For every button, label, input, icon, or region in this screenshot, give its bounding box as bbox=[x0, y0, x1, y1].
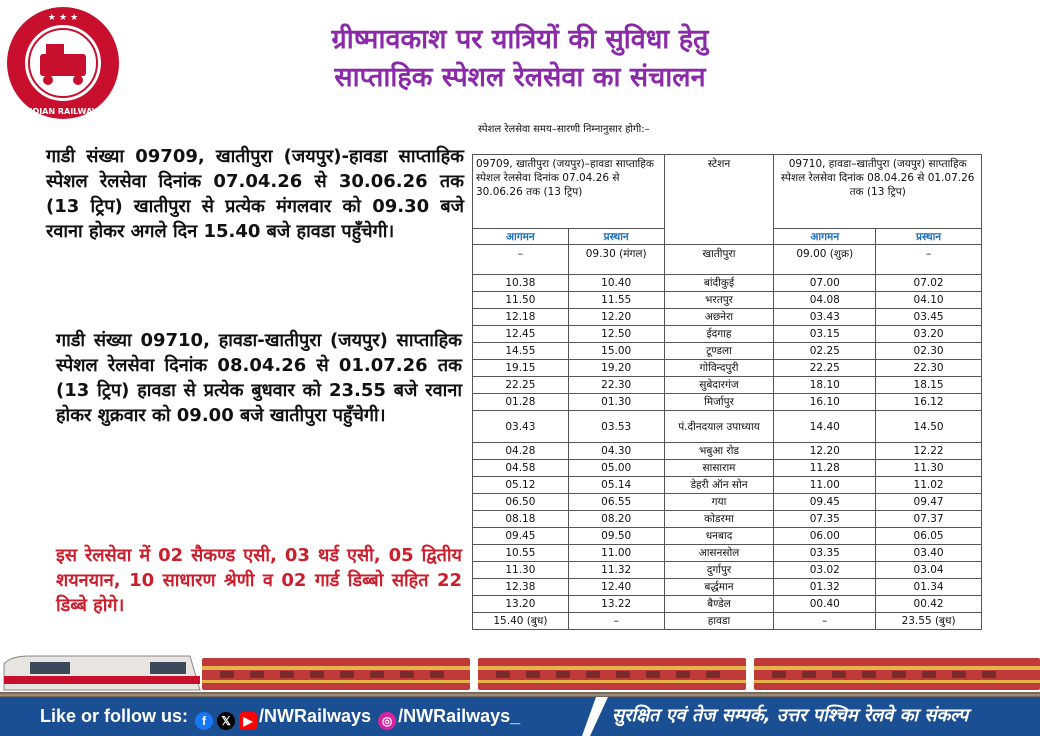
train1-arrival-cell: 05.12 bbox=[473, 477, 569, 494]
station-name-cell: गया bbox=[664, 494, 774, 511]
train1-arrival-cell: 01.28 bbox=[473, 394, 569, 411]
train1-departure-cell: 12.40 bbox=[568, 579, 664, 596]
train2-departure-cell: 18.15 bbox=[876, 377, 982, 394]
schedule-row bbox=[473, 343, 982, 360]
train1-arrival-cell: 10.38 bbox=[473, 275, 569, 292]
schedule-row bbox=[473, 292, 982, 309]
train2-arrival-cell: 11.28 bbox=[774, 460, 876, 477]
train2-departure-cell: 03.45 bbox=[876, 309, 982, 326]
train1-arrival-cell: 22.25 bbox=[473, 377, 569, 394]
train1-departure-cell: 05.14 bbox=[568, 477, 664, 494]
schedule-row bbox=[473, 528, 982, 545]
station-name-cell: भरतपुर bbox=[664, 292, 774, 309]
schedule-row bbox=[473, 411, 982, 443]
train2-arrival-cell: 11.00 bbox=[774, 477, 876, 494]
schedule-row bbox=[473, 360, 982, 377]
train2-arrival-cell: 03.02 bbox=[774, 562, 876, 579]
train1-departure-cell: 11.55 bbox=[568, 292, 664, 309]
svg-text:★ ★ ★: ★ ★ ★ bbox=[47, 13, 79, 23]
train1-arrival-cell: – bbox=[473, 245, 569, 275]
facebook-icon[interactable]: f bbox=[195, 712, 213, 730]
station-name-cell: दुर्गापुर bbox=[664, 562, 774, 579]
social-handle-2[interactable]: /NWRailways_ bbox=[398, 706, 521, 726]
train1-arrival-cell: 03.43 bbox=[473, 411, 569, 443]
train1-arrival-cell: 09.45 bbox=[473, 528, 569, 545]
station-heading: स्टेशन bbox=[664, 155, 774, 245]
station-name-cell: कोडरमा bbox=[664, 511, 774, 528]
station-name-cell: बर्द्धमान bbox=[664, 579, 774, 596]
slogan-text: सुरक्षित एवं तेज सम्पर्क, उत्तर पश्चिम रेलवे का संकल्प bbox=[612, 705, 969, 726]
schedule-row bbox=[473, 460, 982, 477]
train1-arrival-cell: 12.18 bbox=[473, 309, 569, 326]
train1-departure-cell: – bbox=[568, 613, 664, 630]
train1-arrival-cell: 19.15 bbox=[473, 360, 569, 377]
train2-departure-cell: 03.20 bbox=[876, 326, 982, 343]
train2-arrival-label: आगमन bbox=[774, 229, 876, 245]
page-title-line2: साप्ताहिक स्पेशल रेलसेवा का संचालन bbox=[334, 62, 706, 93]
social-follow bbox=[40, 703, 520, 730]
train1-arrival-cell: 06.50 bbox=[473, 494, 569, 511]
train2-arrival-cell: 12.20 bbox=[774, 443, 876, 460]
schedule-row bbox=[473, 545, 982, 562]
station-name-cell: ईदगाह bbox=[664, 326, 774, 343]
train2-departure-cell: 03.40 bbox=[876, 545, 982, 562]
train2-departure-cell: 04.10 bbox=[876, 292, 982, 309]
schedule-row bbox=[473, 245, 982, 275]
schedule-row bbox=[473, 596, 982, 613]
station-name-cell: सासाराम bbox=[664, 460, 774, 477]
train1-arrival-cell: 12.38 bbox=[473, 579, 569, 596]
train2-arrival-cell: – bbox=[774, 613, 876, 630]
schedule-header-row bbox=[473, 155, 982, 229]
train2-arrival-cell: 03.43 bbox=[774, 309, 876, 326]
schedule-row bbox=[473, 579, 982, 596]
indian-railways-logo bbox=[4, 4, 122, 122]
train1-departure-cell: 12.50 bbox=[568, 326, 664, 343]
schedule-row bbox=[473, 562, 982, 579]
station-name-cell: धनबाद bbox=[664, 528, 774, 545]
train2-departure-cell: 06.05 bbox=[876, 528, 982, 545]
train-09709-description: गाडी संख्या 09709, खातीपुरा (जयपुर)-हावडा साप्ताहिक स्पेशल रेलसेवा दिनांक 07.04.26 से 30.06.26 तक (13 ट्रिप) खातीपुरा से प्रत्येक मंगलवार को 09.30 बजे रवाना होकर अगले दिन 15.40 बजे हावडा पहुँचेगी। bbox=[46, 146, 464, 242]
train2-departure-cell: 07.02 bbox=[876, 275, 982, 292]
train1-arrival-cell: 11.30 bbox=[473, 562, 569, 579]
train2-arrival-cell: 09.45 bbox=[774, 494, 876, 511]
train1-departure-cell: 19.20 bbox=[568, 360, 664, 377]
train2-departure-cell: 11.30 bbox=[876, 460, 982, 477]
train1-departure-cell: 11.00 bbox=[568, 545, 664, 562]
train2-departure-label: प्रस्थान bbox=[876, 229, 982, 245]
follow-label: Like or follow us: bbox=[40, 706, 189, 726]
train2-arrival-cell: 22.25 bbox=[774, 360, 876, 377]
train2-arrival-cell: 04.08 bbox=[774, 292, 876, 309]
train1-departure-cell: 12.20 bbox=[568, 309, 664, 326]
train2-arrival-cell: 07.35 bbox=[774, 511, 876, 528]
train2-departure-cell: 03.04 bbox=[876, 562, 982, 579]
train1-arrival-cell: 13.20 bbox=[473, 596, 569, 613]
train1-departure-cell: 04.30 bbox=[568, 443, 664, 460]
train2-departure-cell: – bbox=[876, 245, 982, 275]
train1-arrival-cell: 11.50 bbox=[473, 292, 569, 309]
train2-departure-cell: 07.37 bbox=[876, 511, 982, 528]
train2-departure-cell: 14.50 bbox=[876, 411, 982, 443]
train1-departure-cell: 01.30 bbox=[568, 394, 664, 411]
station-name-cell: खातीपुरा bbox=[664, 245, 774, 275]
station-name-cell: बांदीकुई bbox=[664, 275, 774, 292]
schedule-row bbox=[473, 309, 982, 326]
train1-arrival-label: आगमन bbox=[473, 229, 569, 245]
train1-departure-cell: 09.30 (मंगल) bbox=[568, 245, 664, 275]
station-name-cell: मिर्जापुर bbox=[664, 394, 774, 411]
train1-departure-label: प्रस्थान bbox=[568, 229, 664, 245]
train2-departure-cell: 12.22 bbox=[876, 443, 982, 460]
train2-arrival-cell: 01.32 bbox=[774, 579, 876, 596]
train2-departure-cell: 22.30 bbox=[876, 360, 982, 377]
schedule-row bbox=[473, 394, 982, 411]
page-title-line1: ग्रीष्मावकाश पर यात्रियों की सुविधा हेतु bbox=[331, 24, 709, 55]
schedule-row bbox=[473, 494, 982, 511]
train2-departure-cell: 23.55 (बुध) bbox=[876, 613, 982, 630]
station-name-cell: बैण्डेल bbox=[664, 596, 774, 613]
train1-arrival-cell: 04.58 bbox=[473, 460, 569, 477]
train1-departure-cell: 06.55 bbox=[568, 494, 664, 511]
schedule-caption: स्पेशल रेलसेवा समय–सारणी निम्नानुसार होगी:– bbox=[478, 124, 650, 135]
youtube-icon[interactable]: ▶ bbox=[239, 712, 257, 730]
train2-arrival-cell: 18.10 bbox=[774, 377, 876, 394]
station-name-cell: आसनसोल bbox=[664, 545, 774, 562]
train2-arrival-cell: 14.40 bbox=[774, 411, 876, 443]
train1-departure-cell: 08.20 bbox=[568, 511, 664, 528]
schedule-row bbox=[473, 613, 982, 630]
train1-departure-cell: 11.32 bbox=[568, 562, 664, 579]
train2-arrival-cell: 06.00 bbox=[774, 528, 876, 545]
train1-arrival-cell: 04.28 bbox=[473, 443, 569, 460]
train2-arrival-cell: 00.40 bbox=[774, 596, 876, 613]
train2-departure-cell: 16.12 bbox=[876, 394, 982, 411]
footer-bar bbox=[0, 697, 1040, 736]
train1-arrival-cell: 08.18 bbox=[473, 511, 569, 528]
station-name-cell: टूण्डला bbox=[664, 343, 774, 360]
train2-departure-cell: 02.30 bbox=[876, 343, 982, 360]
instagram-icon[interactable]: ◎ bbox=[378, 712, 396, 730]
schedule-table bbox=[472, 154, 982, 630]
train1-arrival-cell: 12.45 bbox=[473, 326, 569, 343]
train1-arrival-cell: 14.55 bbox=[473, 343, 569, 360]
train1-departure-cell: 13.22 bbox=[568, 596, 664, 613]
schedule-row bbox=[473, 511, 982, 528]
train1-departure-cell: 15.00 bbox=[568, 343, 664, 360]
train2-departure-cell: 00.42 bbox=[876, 596, 982, 613]
train2-departure-cell: 11.02 bbox=[876, 477, 982, 494]
schedule-row bbox=[473, 326, 982, 343]
schedule-row bbox=[473, 275, 982, 292]
train1-arrival-cell: 15.40 (बुध) bbox=[473, 613, 569, 630]
station-name-cell: पं.दीनदयाल उपाध्याय bbox=[664, 411, 774, 443]
station-name-cell: भबुआ रोड bbox=[664, 443, 774, 460]
svg-text:INDIAN RAILWAYS: INDIAN RAILWAYS bbox=[22, 107, 104, 116]
coach-composition-note: इस रेलसेवा में 02 सैकण्ड एसी, 03 थर्ड एसी, 05 द्वितीय शयनयान, 10 साधारण श्रेणी व 02 गार्ड डिब्बो सहित 22 डिब्बे होगे। bbox=[56, 545, 462, 616]
x-icon[interactable]: 𝕏 bbox=[217, 712, 235, 730]
train1-departure-cell: 03.53 bbox=[568, 411, 664, 443]
train1-arrival-cell: 10.55 bbox=[473, 545, 569, 562]
schedule-row bbox=[473, 377, 982, 394]
train2-departure-cell: 09.47 bbox=[876, 494, 982, 511]
station-name-cell: अछनेरा bbox=[664, 309, 774, 326]
train2-arrival-cell: 16.10 bbox=[774, 394, 876, 411]
train2-arrival-cell: 03.35 bbox=[774, 545, 876, 562]
train-09710-description: गाडी संख्या 09710, हावडा-खातीपुरा (जयपुर) साप्ताहिक स्पेशल रेलसेवा दिनांक 08.04.26 से 01.07.26 तक (13 ट्रिप) हावडा से प्रत्येक बुधवार को 23.55 बजे रवाना होकर शुक्रवार को 09.00 बजे खातीपुरा पहुँचेगी। bbox=[56, 330, 462, 426]
train2-arrival-cell: 03.15 bbox=[774, 326, 876, 343]
station-name-cell: सुबेदारगंज bbox=[664, 377, 774, 394]
train1-departure-cell: 05.00 bbox=[568, 460, 664, 477]
train2-arrival-cell: 02.25 bbox=[774, 343, 876, 360]
train1-departure-cell: 10.40 bbox=[568, 275, 664, 292]
train2-departure-cell: 01.34 bbox=[876, 579, 982, 596]
station-name-cell: गोविन्दपुरी bbox=[664, 360, 774, 377]
schedule-row bbox=[473, 443, 982, 460]
social-handle-1[interactable]: /NWRailways bbox=[259, 706, 372, 726]
train2-arrival-cell: 07.00 bbox=[774, 275, 876, 292]
station-name-cell: डेहरी ऑन सोन bbox=[664, 477, 774, 494]
train1-departure-cell: 22.30 bbox=[568, 377, 664, 394]
train2-arrival-cell: 09.00 (शुक्र) bbox=[774, 245, 876, 275]
train-illustration bbox=[0, 650, 1040, 698]
train1-heading: 09709, खातीपुरा (जयपुर)–हावडा साप्ताहिक स्पेशल रेलसेवा दिनांक 07.04.26 से 30.06.26 तक (13 ट्रिप) bbox=[473, 155, 665, 229]
train2-heading: 09710, हावडा–खातीपुरा (जयपुर) साप्ताहिक स्पेशल रेलसेवा दिनांक 08.04.26 से 01.07.26 तक (13 ट्रिप) bbox=[774, 155, 982, 229]
train1-departure-cell: 09.50 bbox=[568, 528, 664, 545]
schedule-row bbox=[473, 477, 982, 494]
station-name-cell: हावडा bbox=[664, 613, 774, 630]
